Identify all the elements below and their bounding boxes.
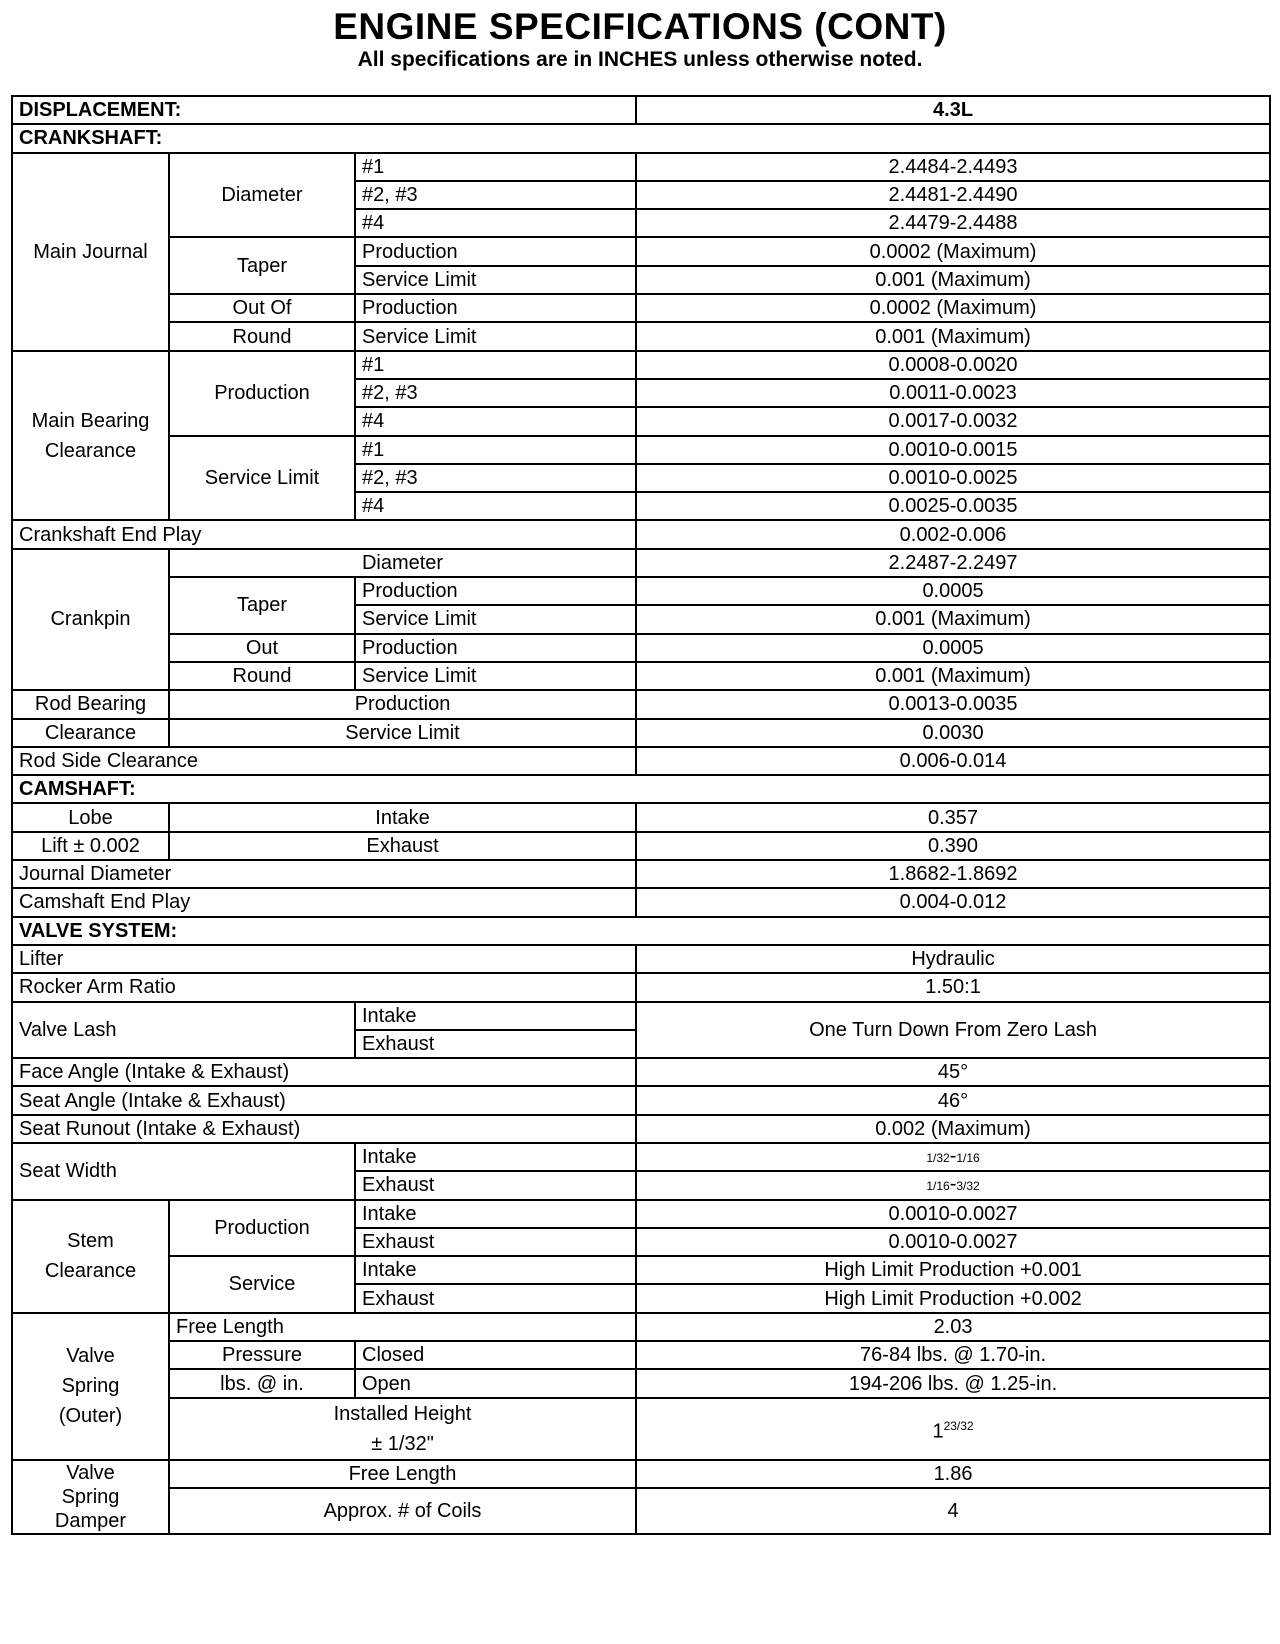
table-row xyxy=(12,237,1270,265)
cell-value: 0.0002 (Maximum) xyxy=(636,294,1270,322)
cell-label: Approx. # of Coils xyxy=(169,1488,636,1534)
fraction-separator: - xyxy=(949,1173,957,1196)
fraction: 23/32 xyxy=(943,1418,974,1433)
cell-label: Lifter xyxy=(12,945,636,973)
cell-label: Intake xyxy=(355,1002,636,1030)
cell-label: #2, #3 xyxy=(355,379,636,407)
cell-label: Intake xyxy=(355,1256,636,1284)
cell-label: Service Limit xyxy=(169,719,636,747)
cell-label: #1 xyxy=(355,351,636,379)
cell-label: Exhaust xyxy=(355,1284,636,1312)
cell-value: 0.0008-0.0020 xyxy=(636,351,1270,379)
cell-value: High Limit Production +0.001 xyxy=(636,1256,1270,1284)
displacement-label: DISPLACEMENT: xyxy=(12,96,636,124)
spec-table xyxy=(11,95,1271,1535)
cell-label: Diameter xyxy=(169,549,636,577)
cell-label: Rocker Arm Ratio xyxy=(12,973,636,1001)
table-row xyxy=(12,917,1270,945)
cell-label: Free Length xyxy=(169,1313,636,1341)
cell-value: 1.50:1 xyxy=(636,973,1270,1001)
table-row xyxy=(12,832,1270,860)
table-row xyxy=(12,1143,1270,1171)
stem-service-label: Service xyxy=(169,1256,355,1313)
cell-label: Face Angle (Intake & Exhaust) xyxy=(12,1058,636,1086)
table-row xyxy=(12,577,1270,605)
cell-label: Service Limit xyxy=(355,322,636,350)
cell-label: Service Limit xyxy=(355,662,636,690)
cell-label: #2, #3 xyxy=(355,181,636,209)
cell-value: 2.4481-2.4490 xyxy=(636,181,1270,209)
cell-value: 194-206 lbs. @ 1.25-in. xyxy=(636,1369,1270,1397)
table-row xyxy=(12,1002,1270,1030)
cell-value: 1.8682-1.8692 xyxy=(636,860,1270,888)
table-row xyxy=(12,1200,1270,1228)
taper-label: Taper xyxy=(169,237,355,294)
cell-label: Service Limit xyxy=(355,605,636,633)
cell-label: Intake xyxy=(355,1200,636,1228)
damper-label-line: Damper xyxy=(54,1509,127,1532)
rod-bearing-label-bottom: Clearance xyxy=(12,719,169,747)
table-row xyxy=(12,96,1270,124)
table-row xyxy=(12,520,1270,548)
valve-lash-value: One Turn Down From Zero Lash xyxy=(636,1002,1270,1059)
crankpin-out-round-top: Out xyxy=(169,634,355,662)
cell-value: 0.0025-0.0035 xyxy=(636,492,1270,520)
cell-label: Exhaust xyxy=(355,1030,636,1058)
cell-label: #4 xyxy=(355,407,636,435)
crankpin-taper-label: Taper xyxy=(169,577,355,634)
section-heading-camshaft: CAMSHAFT: xyxy=(12,775,1270,803)
installed-height-line: Installed Height xyxy=(333,1402,472,1425)
cell-value: 0.002 (Maximum) xyxy=(636,1115,1270,1143)
cell-label: #2, #3 xyxy=(355,464,636,492)
stem-label-line: Stem xyxy=(67,1230,114,1253)
cell-value: 0.0002 (Maximum) xyxy=(636,237,1270,265)
main-journal-label: Main Journal xyxy=(12,153,169,351)
cell-label: Journal Diameter xyxy=(12,860,636,888)
rod-bearing-label-top: Rod Bearing xyxy=(12,690,169,718)
out-of-round-label-top: Out Of xyxy=(169,294,355,322)
table-row xyxy=(12,860,1270,888)
cell-label: Rod Side Clearance xyxy=(12,747,636,775)
spring-label-line: (Outer) xyxy=(58,1405,123,1428)
stem-clearance-label xyxy=(12,1200,169,1313)
cell-label: Exhaust xyxy=(355,1171,636,1199)
seat-width-label: Seat Width xyxy=(12,1143,355,1200)
table-row xyxy=(12,888,1270,916)
table-row xyxy=(12,634,1270,662)
table-row xyxy=(12,436,1270,464)
cell-value: 0.0010-0.0025 xyxy=(636,464,1270,492)
table-row xyxy=(12,1115,1270,1143)
cell-value: 0.001 (Maximum) xyxy=(636,662,1270,690)
cell-value: 0.0017-0.0032 xyxy=(636,407,1270,435)
table-row xyxy=(12,153,1270,181)
cell-value: 0.0011-0.0023 xyxy=(636,379,1270,407)
table-row xyxy=(12,1313,1270,1341)
cell-value: 0.0005 xyxy=(636,634,1270,662)
cell-label: Service Limit xyxy=(355,266,636,294)
cell-label: Camshaft End Play xyxy=(12,888,636,916)
table-row xyxy=(12,945,1270,973)
crankpin-out-round-bottom: Round xyxy=(169,662,355,690)
table-row xyxy=(12,775,1270,803)
cell-value: 0.001 (Maximum) xyxy=(636,266,1270,294)
table-row xyxy=(12,662,1270,690)
page-title: ENGINE SPECIFICATIONS (CONT) xyxy=(333,6,947,47)
cell-label: Exhaust xyxy=(355,1228,636,1256)
cell-value: 0.006-0.014 xyxy=(636,747,1270,775)
cell-value xyxy=(636,1143,1270,1171)
cell-value: 0.0010-0.0015 xyxy=(636,436,1270,464)
valve-spring-outer-label xyxy=(12,1313,169,1460)
cell-label: #1 xyxy=(355,436,636,464)
cell-value: 76-84 lbs. @ 1.70-in. xyxy=(636,1341,1270,1369)
cell-value xyxy=(636,1171,1270,1199)
table-row xyxy=(12,1369,1270,1397)
page-subtitle: All specifications are in INCHES unless otherwise noted. xyxy=(357,48,923,71)
cell-label: Exhaust xyxy=(169,832,636,860)
spring-label-line: Valve xyxy=(66,1345,115,1368)
crankpin-label: Crankpin xyxy=(12,549,169,690)
installed-height-line: ± 1/32" xyxy=(371,1432,434,1455)
table-row xyxy=(12,747,1270,775)
cell-label: Crankshaft End Play xyxy=(12,520,636,548)
cell-label: #4 xyxy=(355,209,636,237)
table-row xyxy=(12,973,1270,1001)
fraction-separator: - xyxy=(949,1145,957,1168)
cell-value: 0.0005 xyxy=(636,577,1270,605)
cell-label: Production xyxy=(355,634,636,662)
out-of-round-label-bottom: Round xyxy=(169,322,355,350)
diameter-label: Diameter xyxy=(169,153,355,238)
fraction: 1/32 xyxy=(926,1151,950,1166)
fraction: 1/16 xyxy=(956,1151,980,1166)
pressure-label-top: Pressure xyxy=(169,1341,355,1369)
cell-value: 0.390 xyxy=(636,832,1270,860)
whole-number: 1 xyxy=(932,1420,944,1443)
table-row xyxy=(12,124,1270,152)
cell-label: Production xyxy=(355,577,636,605)
table-row xyxy=(12,1341,1270,1369)
table-row xyxy=(12,322,1270,350)
cell-label: #1 xyxy=(355,153,636,181)
cell-value: 0.0010-0.0027 xyxy=(636,1228,1270,1256)
table-row xyxy=(12,351,1270,379)
production-label: Production xyxy=(169,351,355,436)
table-row xyxy=(12,549,1270,577)
lobe-lift-label-top: Lobe xyxy=(12,803,169,831)
damper-label-line: Spring xyxy=(61,1485,120,1508)
cell-value: High Limit Production +0.002 xyxy=(636,1284,1270,1312)
cell-value: 4 xyxy=(636,1488,1270,1534)
cell-value: 0.357 xyxy=(636,803,1270,831)
cell-value: 0.0030 xyxy=(636,719,1270,747)
cell-value: 2.4479-2.4488 xyxy=(636,209,1270,237)
section-heading-crankshaft: CRANKSHAFT: xyxy=(12,124,1270,152)
valve-lash-label: Valve Lash xyxy=(12,1002,355,1059)
cell-value: 45° xyxy=(636,1058,1270,1086)
table-row xyxy=(12,690,1270,718)
fraction: 1/16 xyxy=(926,1179,950,1194)
damper-label-line: Valve xyxy=(66,1461,115,1484)
installed-height-value xyxy=(636,1398,1270,1460)
cell-value: 2.4484-2.4493 xyxy=(636,153,1270,181)
displacement-value: 4.3L xyxy=(636,96,1270,124)
cell-value: 0.004-0.012 xyxy=(636,888,1270,916)
table-row xyxy=(12,1086,1270,1114)
cell-value: 2.2487-2.2497 xyxy=(636,549,1270,577)
stem-label-line: Clearance xyxy=(44,1260,137,1283)
cell-label: Production xyxy=(355,294,636,322)
cell-label: Intake xyxy=(355,1143,636,1171)
cell-label: Production xyxy=(355,237,636,265)
cell-value: 1.86 xyxy=(636,1460,1270,1488)
cell-label: Seat Runout (Intake & Exhaust) xyxy=(12,1115,636,1143)
service-limit-label: Service Limit xyxy=(169,436,355,521)
cell-value: 0.002-0.006 xyxy=(636,520,1270,548)
pressure-label-bottom: lbs. @ in. xyxy=(169,1369,355,1397)
table-row xyxy=(12,1488,1270,1534)
cell-value: 0.001 (Maximum) xyxy=(636,322,1270,350)
table-row xyxy=(12,1460,1270,1488)
fraction: 3/32 xyxy=(956,1179,980,1194)
cell-label: Production xyxy=(169,690,636,718)
cell-label: Closed xyxy=(355,1341,636,1369)
table-row xyxy=(12,719,1270,747)
main-bearing-clearance-label: Main Bearing Clearance xyxy=(12,351,169,521)
spring-label-line: Spring xyxy=(61,1375,120,1398)
table-row xyxy=(12,294,1270,322)
table-row xyxy=(12,1256,1270,1284)
valve-spring-damper-label xyxy=(12,1460,169,1534)
cell-label: Free Length xyxy=(169,1460,636,1488)
cell-value: 2.03 xyxy=(636,1313,1270,1341)
cell-label: Open xyxy=(355,1369,636,1397)
stem-production-label: Production xyxy=(169,1200,355,1257)
cell-value: Hydraulic xyxy=(636,945,1270,973)
section-heading-valve-system: VALVE SYSTEM: xyxy=(12,917,1270,945)
cell-label: #4 xyxy=(355,492,636,520)
cell-value: 0.001 (Maximum) xyxy=(636,605,1270,633)
cell-value: 46° xyxy=(636,1086,1270,1114)
installed-height-label xyxy=(169,1398,636,1460)
cell-value: 0.0010-0.0027 xyxy=(636,1200,1270,1228)
lobe-lift-label-bottom: Lift ± 0.002 xyxy=(12,832,169,860)
cell-label: Seat Angle (Intake & Exhaust) xyxy=(12,1086,636,1114)
cell-value: 0.0013-0.0035 xyxy=(636,690,1270,718)
cell-label: Intake xyxy=(169,803,636,831)
table-row xyxy=(12,803,1270,831)
table-row xyxy=(12,1058,1270,1086)
